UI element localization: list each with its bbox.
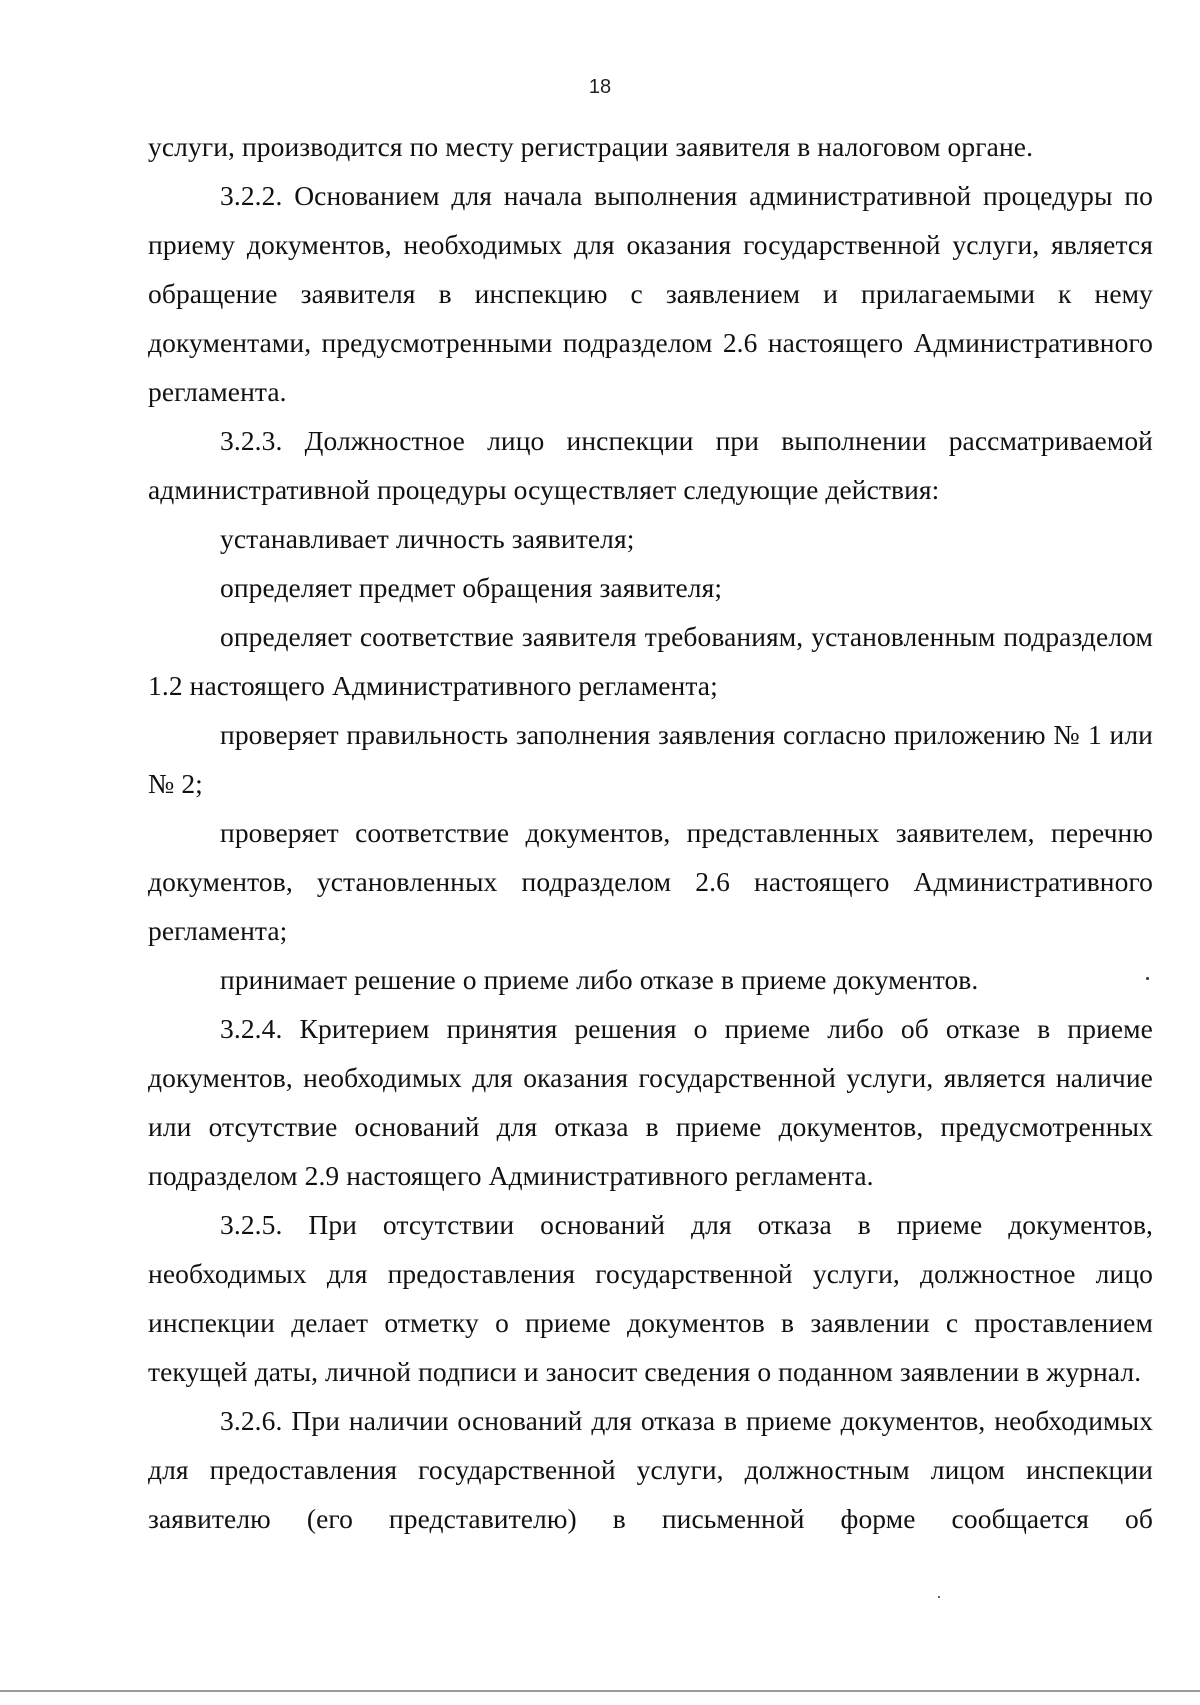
list-item-decision: принимает решение о приеме либо отказе в приеме документов. [220, 964, 979, 995]
list-item-compliance: определяет соответствие заявителя требованиям, установленным подразделом 1.2 настоящего Административного регламента; [148, 621, 1153, 701]
paragraph-3-2-2: 3.2.2. Основанием для начала выполнения административной процедуры по приему документов, необходимых для оказания государственной услуги, является обращение заявителя в инспекцию с заявлением и прилагаемыми к нему документами, предусмотренными подразделом 2.6 настоящего Административного регламента. [148, 180, 1153, 407]
paragraph-3-2-6: 3.2.6. При наличии оснований для отказа в приеме документов, необходимых для предоставления государственной услуги, должностным лицом инспекции заявителю (его представителю) в письменной форме сообщается об [148, 1405, 1153, 1534]
paragraph-3-2-4: 3.2.4. Критерием принятия решения о приеме либо об отказе в приеме документов, необходимых для оказания государственной услуги, является наличие или отсутствие оснований для отказа в приеме документов, предусмотренных подразделом 2.9 настоящего Административного регламента. [148, 1013, 1153, 1191]
document-body [148, 122, 1153, 1543]
list-item-form-check: проверяет правильность заполнения заявления согласно приложению № 1 или № 2; [148, 719, 1153, 799]
scan-speck [1146, 977, 1149, 980]
list-item-documents-check: проверяет соответствие документов, представленных заявителем, перечню документов, установленных подразделом 2.6 настоящего Административного регламента; [148, 817, 1153, 946]
paragraph-continuation: услуги, производится по месту регистрации заявителя в налоговом органе. [148, 131, 1034, 162]
list-item-subject: определяет предмет обращения заявителя; [220, 572, 723, 603]
scan-speck [938, 1596, 940, 1598]
scan-bottom-edge [0, 1690, 1200, 1692]
list-item-identity: устанавливает личность заявителя; [220, 523, 635, 554]
paragraph-3-2-5: 3.2.5. При отсутствии оснований для отказа в приеме документов, необходимых для предоставления государственной услуги, должностное лицо инспекции делает отметку о приеме документов в заявлении с проставлением текущей даты, личной подписи и заносит сведения о поданном заявлении в журнал. [148, 1209, 1153, 1387]
paragraph-3-2-3: 3.2.3. Должностное лицо инспекции при выполнении рассматриваемой административной процедуры осуществляет следующие действия: [148, 425, 1153, 505]
page-number: 18 [588, 76, 612, 98]
